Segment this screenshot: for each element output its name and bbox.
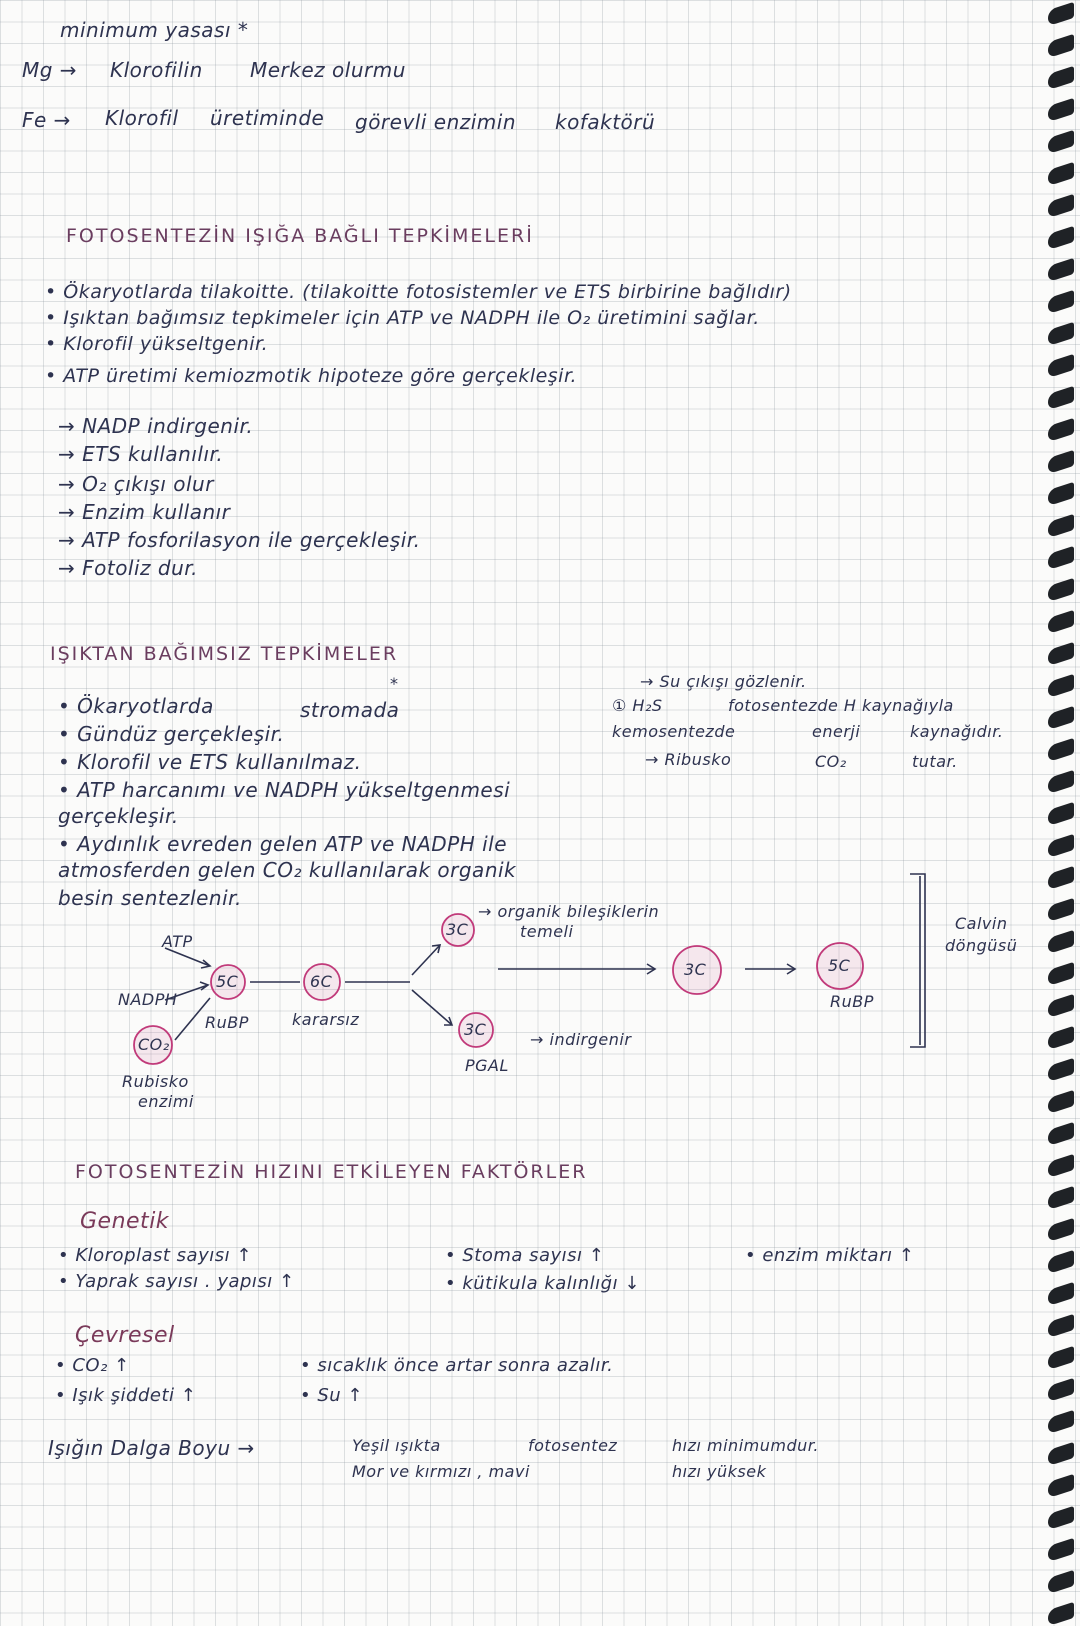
- dark-bullet-6: atmosferden gelen CO₂ kullanılarak organik: [58, 858, 517, 882]
- arrow-to-3c-top: [412, 945, 440, 975]
- light-arrow-2: → ETS kullanılır.: [58, 442, 224, 466]
- section-light-reactions-title: FOTOSENTEZİN IŞIĞA BAĞLI TEPKİMELERİ: [66, 225, 534, 247]
- dark-bullet-3: • Klorofil ve ETS kullanılmaz.: [58, 750, 362, 774]
- note-fe-enzyme: görevli enzimin: [355, 110, 517, 134]
- right-note-3a: kemosentezde: [612, 722, 736, 741]
- dark-bullet-1b: stromada: [300, 698, 400, 722]
- genetic-1a: • Kloroplast sayısı ↑: [58, 1245, 252, 1266]
- note-fe-cofactor: kofaktörü: [555, 110, 656, 134]
- genetic-2b: • kütikula kalınlığı ↓: [445, 1273, 640, 1294]
- diagram-node-3c-bottom: 3C: [464, 1020, 487, 1039]
- right-note-4b: CO₂: [815, 752, 847, 771]
- light-bullet-4: • ATP üretimi kemiozmotik hipoteze göre gerçekleşir.: [45, 365, 578, 387]
- dark-bullet-1a: • Ökaryotlarda: [58, 694, 214, 718]
- diagram-node-3c-right: 3C: [684, 960, 707, 979]
- genetic-1b: • Stoma sayısı ↑: [445, 1245, 605, 1266]
- diagram-organik-2: temeli: [520, 922, 574, 941]
- wavelength-high: hızı yüksek: [672, 1462, 767, 1481]
- dark-bullet-7: besin sentezlenir.: [58, 886, 242, 910]
- dark-bullet-2: • Gündüz gerçekleşir.: [58, 722, 285, 746]
- right-note-2b: fotosentezde H kaynağıyla: [728, 696, 954, 715]
- light-bullet-1: • Ökaryotlarda tilakoitte. (tilakoitte fotosistemler ve ETS birbirine bağlıdır): [45, 281, 792, 303]
- diagram-indirgenir: → indirgenir: [530, 1030, 632, 1049]
- genetic-2a: • Yaprak sayısı . yapısı ↑: [58, 1271, 295, 1292]
- diagram-rubisko-1: Rubisko: [122, 1072, 189, 1091]
- right-note-4c: tutar.: [912, 752, 958, 771]
- arrow-to-3c-bottom: [412, 990, 452, 1025]
- diagram-node-5c-right: 5C: [828, 956, 851, 975]
- diagram-node-3c-top: 3C: [446, 920, 469, 939]
- note-mg-arrow: Mg →: [22, 58, 78, 82]
- diagram-organik-1: → organik bileşiklerin: [478, 902, 660, 921]
- environmental-1b: • sıcaklık önce artar sonra azalır.: [300, 1355, 614, 1376]
- diagram-atp: ATP: [162, 932, 193, 951]
- light-arrow-6: → Fotoliz dur.: [58, 556, 199, 580]
- right-note-2a: ① H₂S: [612, 696, 663, 715]
- environmental-2b: • Su ↑: [300, 1385, 363, 1406]
- wavelength-colors: Mor ve kırmızı , mavi: [352, 1462, 530, 1481]
- diagram-node-5c: 5C: [216, 972, 239, 991]
- right-note-3c: kaynağıdır.: [910, 722, 1004, 741]
- wavelength-minimum: hızı minimumdur.: [672, 1436, 819, 1455]
- diagram-node-6c: 6C: [310, 972, 333, 991]
- wavelength-label: Işığın Dalga Boyu →: [48, 1436, 255, 1460]
- diagram-calvin-2: döngüsü: [945, 936, 1018, 955]
- light-arrow-1: → NADP indirgenir.: [58, 414, 254, 438]
- section-dark-reactions-title: IŞIKTAN BAĞIMSIZ TEPKİMELER: [50, 643, 399, 665]
- diagram-pgal: PGAL: [465, 1056, 509, 1075]
- diagram-co2: CO₂: [138, 1035, 170, 1054]
- right-note-1: → Su çıkışı gözlenir.: [640, 672, 807, 691]
- light-arrow-5: → ATP fosforilasyon ile gerçekleşir.: [58, 528, 421, 552]
- dark-bullet-4b: gerçekleşir.: [58, 804, 179, 828]
- note-mg-chlorophyll: Klorofilin: [110, 58, 203, 82]
- light-bullet-3: • Klorofil yükseltgenir.: [45, 333, 269, 355]
- wavelength-green: Yeşil ışıkta: [352, 1436, 441, 1455]
- wavelength-photosynthesis: fotosentez: [528, 1436, 618, 1455]
- diagram-rubp-2: RuBP: [830, 992, 874, 1011]
- diagram-nadph: NADPH: [118, 990, 178, 1009]
- light-bullet-2: • Işıktan bağımsız tepkimeler için ATP ve NADPH ile O₂ üretimini sağlar.: [45, 307, 760, 329]
- note-fe-production: üretiminde: [210, 106, 325, 130]
- diagram-rubp-1: RuBP: [205, 1013, 249, 1032]
- genetic-heading: Genetik: [80, 1209, 170, 1234]
- environmental-heading: Çevresel: [75, 1323, 175, 1348]
- calvin-bracket: [910, 874, 925, 1047]
- star-mark: *: [390, 674, 399, 693]
- right-note-4a: → Ribusko: [645, 750, 732, 769]
- light-arrow-3: → O₂ çıkışı olur: [58, 472, 214, 496]
- environmental-1a: • CO₂ ↑: [55, 1355, 130, 1376]
- dark-bullet-4: • ATP harcanımı ve NADPH yükseltgenmesi: [58, 778, 511, 802]
- note-title-minimum: minimum yasası *: [60, 18, 249, 42]
- environmental-2a: • Işık şiddeti ↑: [55, 1385, 197, 1406]
- right-note-3b: enerji: [812, 722, 861, 741]
- diagram-calvin-1: Calvin: [955, 914, 1008, 933]
- note-fe-chlorophyll: Klorofil: [105, 106, 179, 130]
- light-arrow-4: → Enzim kullanır: [58, 500, 231, 524]
- note-mg-center: Merkez olurmu: [250, 58, 406, 82]
- section-factors-title: FOTOSENTEZİN HIZINI ETKİLEYEN FAKTÖRLER: [75, 1161, 588, 1183]
- diagram-kararsiz: kararsız: [292, 1010, 360, 1029]
- note-fe-arrow: Fe →: [22, 108, 71, 132]
- dark-bullet-5: • Aydınlık evreden gelen ATP ve NADPH ile: [58, 832, 508, 856]
- diagram-rubisko-2: enzimi: [138, 1092, 194, 1111]
- genetic-1c: • enzim miktarı ↑: [745, 1245, 915, 1266]
